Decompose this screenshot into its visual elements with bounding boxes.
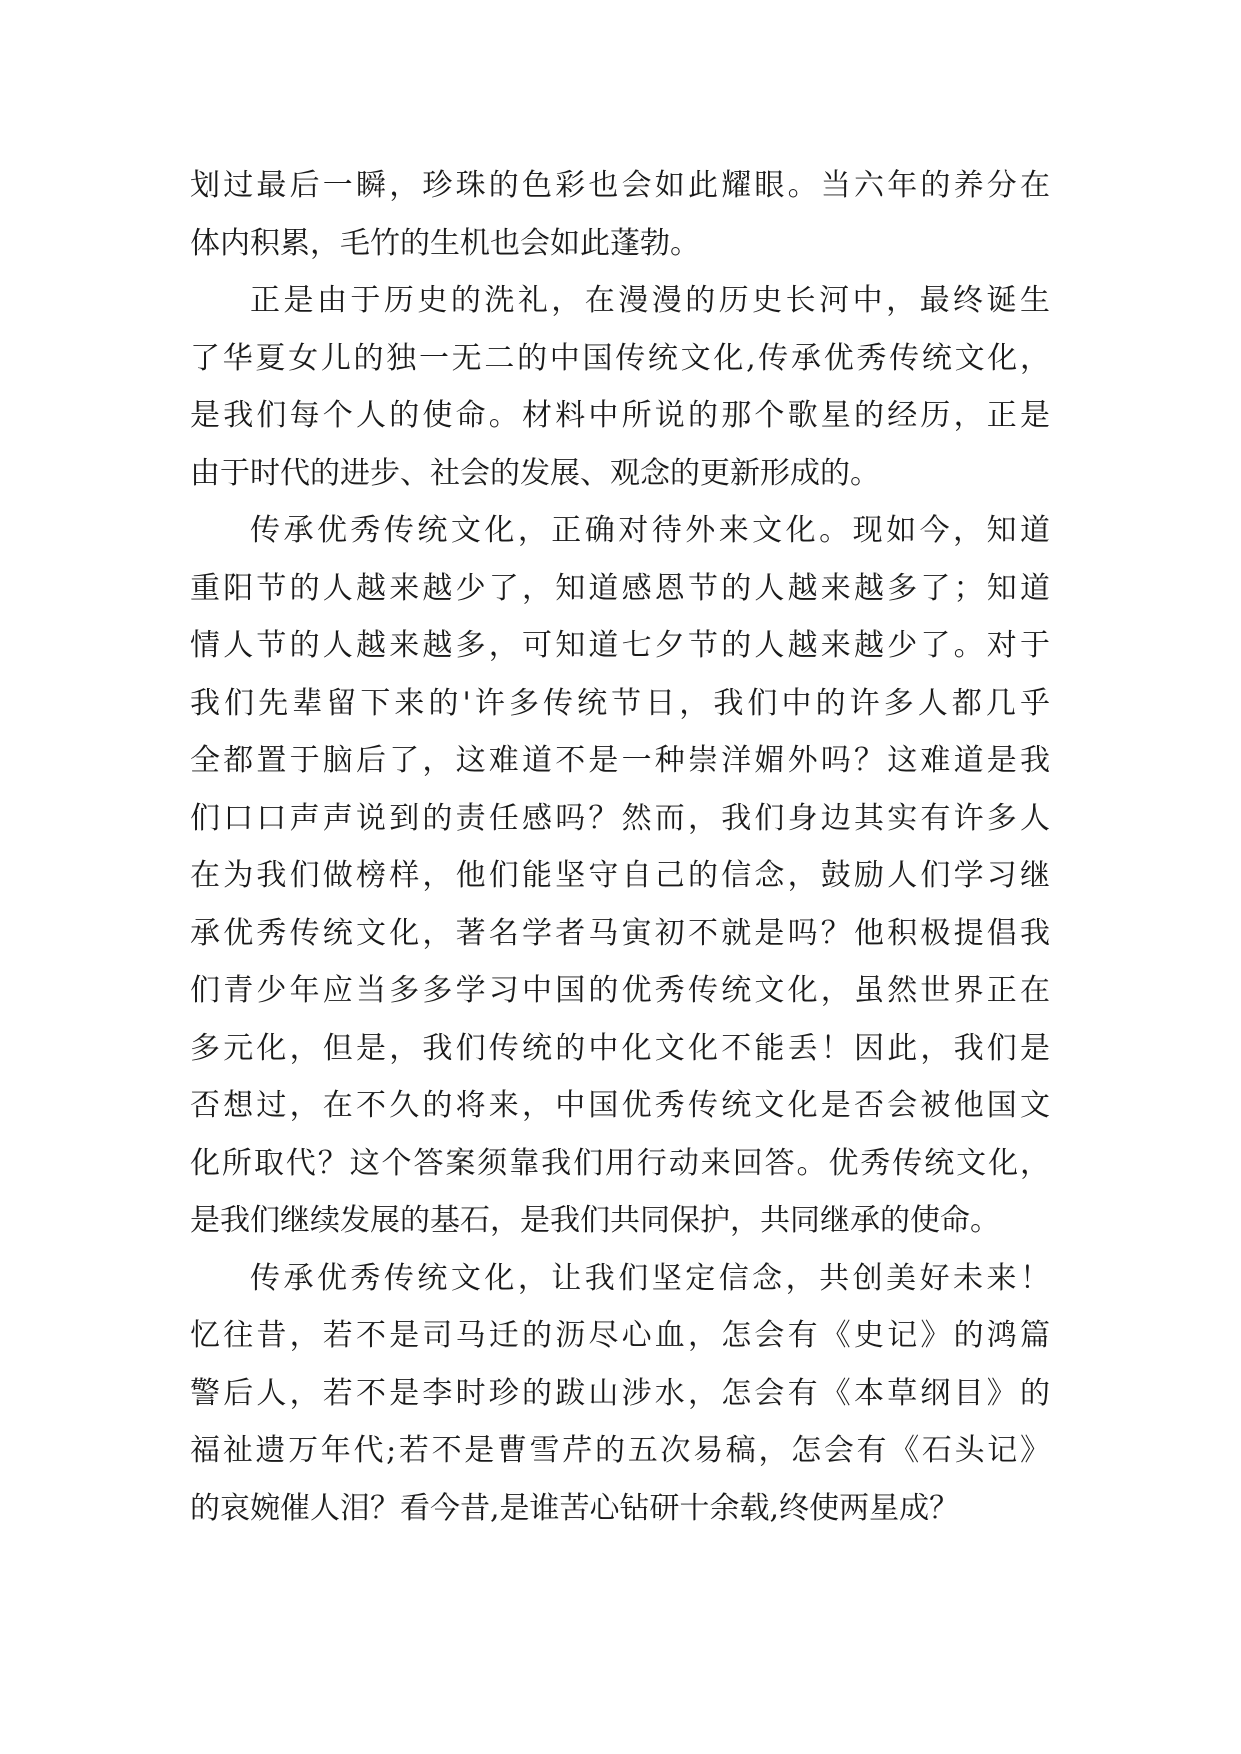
text-line: 警后人，若不是李时珍的跋山涉水，怎会有《本草纲目》的 [190, 1375, 1050, 1411]
paragraph-start-line: 正是由于历史的洗礼，在漫漫的历史长河中，最终诞生 [250, 283, 1050, 318]
text-line: 否想过，在不久的将来，中国优秀传统文化是否会被他国文 [190, 1088, 1050, 1123]
text-line: 体内积累，毛竹的生机也会如此蓬勃。 [190, 225, 700, 261]
text-line: 们口口声声说到的责任感吗？然而，我们身边其实有许多人 [190, 800, 1050, 836]
text-line: 由于时代的进步、社会的发展、观念的更新形成的。 [190, 455, 880, 491]
text-line: 们青少年应当多多学习中国的优秀传统文化，虽然世界正在 [190, 973, 1050, 1008]
text-line: 多元化，但是，我们传统的中化文化不能丢！因此，我们是 [190, 1030, 1050, 1066]
text-line: 的哀婉催人泪？看今昔,是谁苦心钻研十余载,终使两星成？ [190, 1490, 960, 1526]
paragraph-start-line: 传承优秀传统文化，正确对待外来文化。现如今，知道 [250, 513, 1050, 548]
text-line: 了华夏女儿的独一无二的中国传统文化,传承优秀传统文化， [190, 340, 1050, 376]
text-line: 承优秀传统文化，著名学者马寅初不就是吗？他积极提倡我 [190, 915, 1050, 951]
text-line: 是我们每个人的使命。材料中所说的那个歌星的经历，正是 [190, 398, 1050, 433]
text-line: 划过最后一瞬，珍珠的色彩也会如此耀眼。当六年的养分在 [190, 168, 1050, 203]
text-line: 全都置于脑后了，这难道不是一种崇洋媚外吗？这难道是我 [190, 743, 1050, 778]
text-line: 我们先辈留下来的'许多传统节日，我们中的许多人都几乎 [190, 685, 1050, 721]
paragraph-start-line: 传承优秀传统文化，让我们坚定信念，共创美好未来！ [250, 1260, 1050, 1296]
body-text [190, 157, 1050, 1537]
text-line: 情人节的人越来越多，可知道七夕节的人越来越少了。对于 [190, 628, 1050, 663]
text-line: 在为我们做榜样，他们能坚守自己的信念，鼓励人们学习继 [190, 858, 1050, 893]
text-line: 化所取代？这个答案须靠我们用行动来回答。优秀传统文化， [190, 1145, 1050, 1181]
text-line: 忆往昔，若不是司马迁的沥尽心血，怎会有《史记》的鸿篇 [190, 1318, 1050, 1353]
text-line: 重阳节的人越来越少了，知道感恩节的人越来越多了；知道 [190, 570, 1050, 606]
text-line: 福祉遗万年代;若不是曹雪芹的五次易稿，怎会有《石头记》 [190, 1433, 1050, 1468]
text-line: 是我们继续发展的基石，是我们共同保护，共同继承的使命。 [190, 1203, 1000, 1238]
